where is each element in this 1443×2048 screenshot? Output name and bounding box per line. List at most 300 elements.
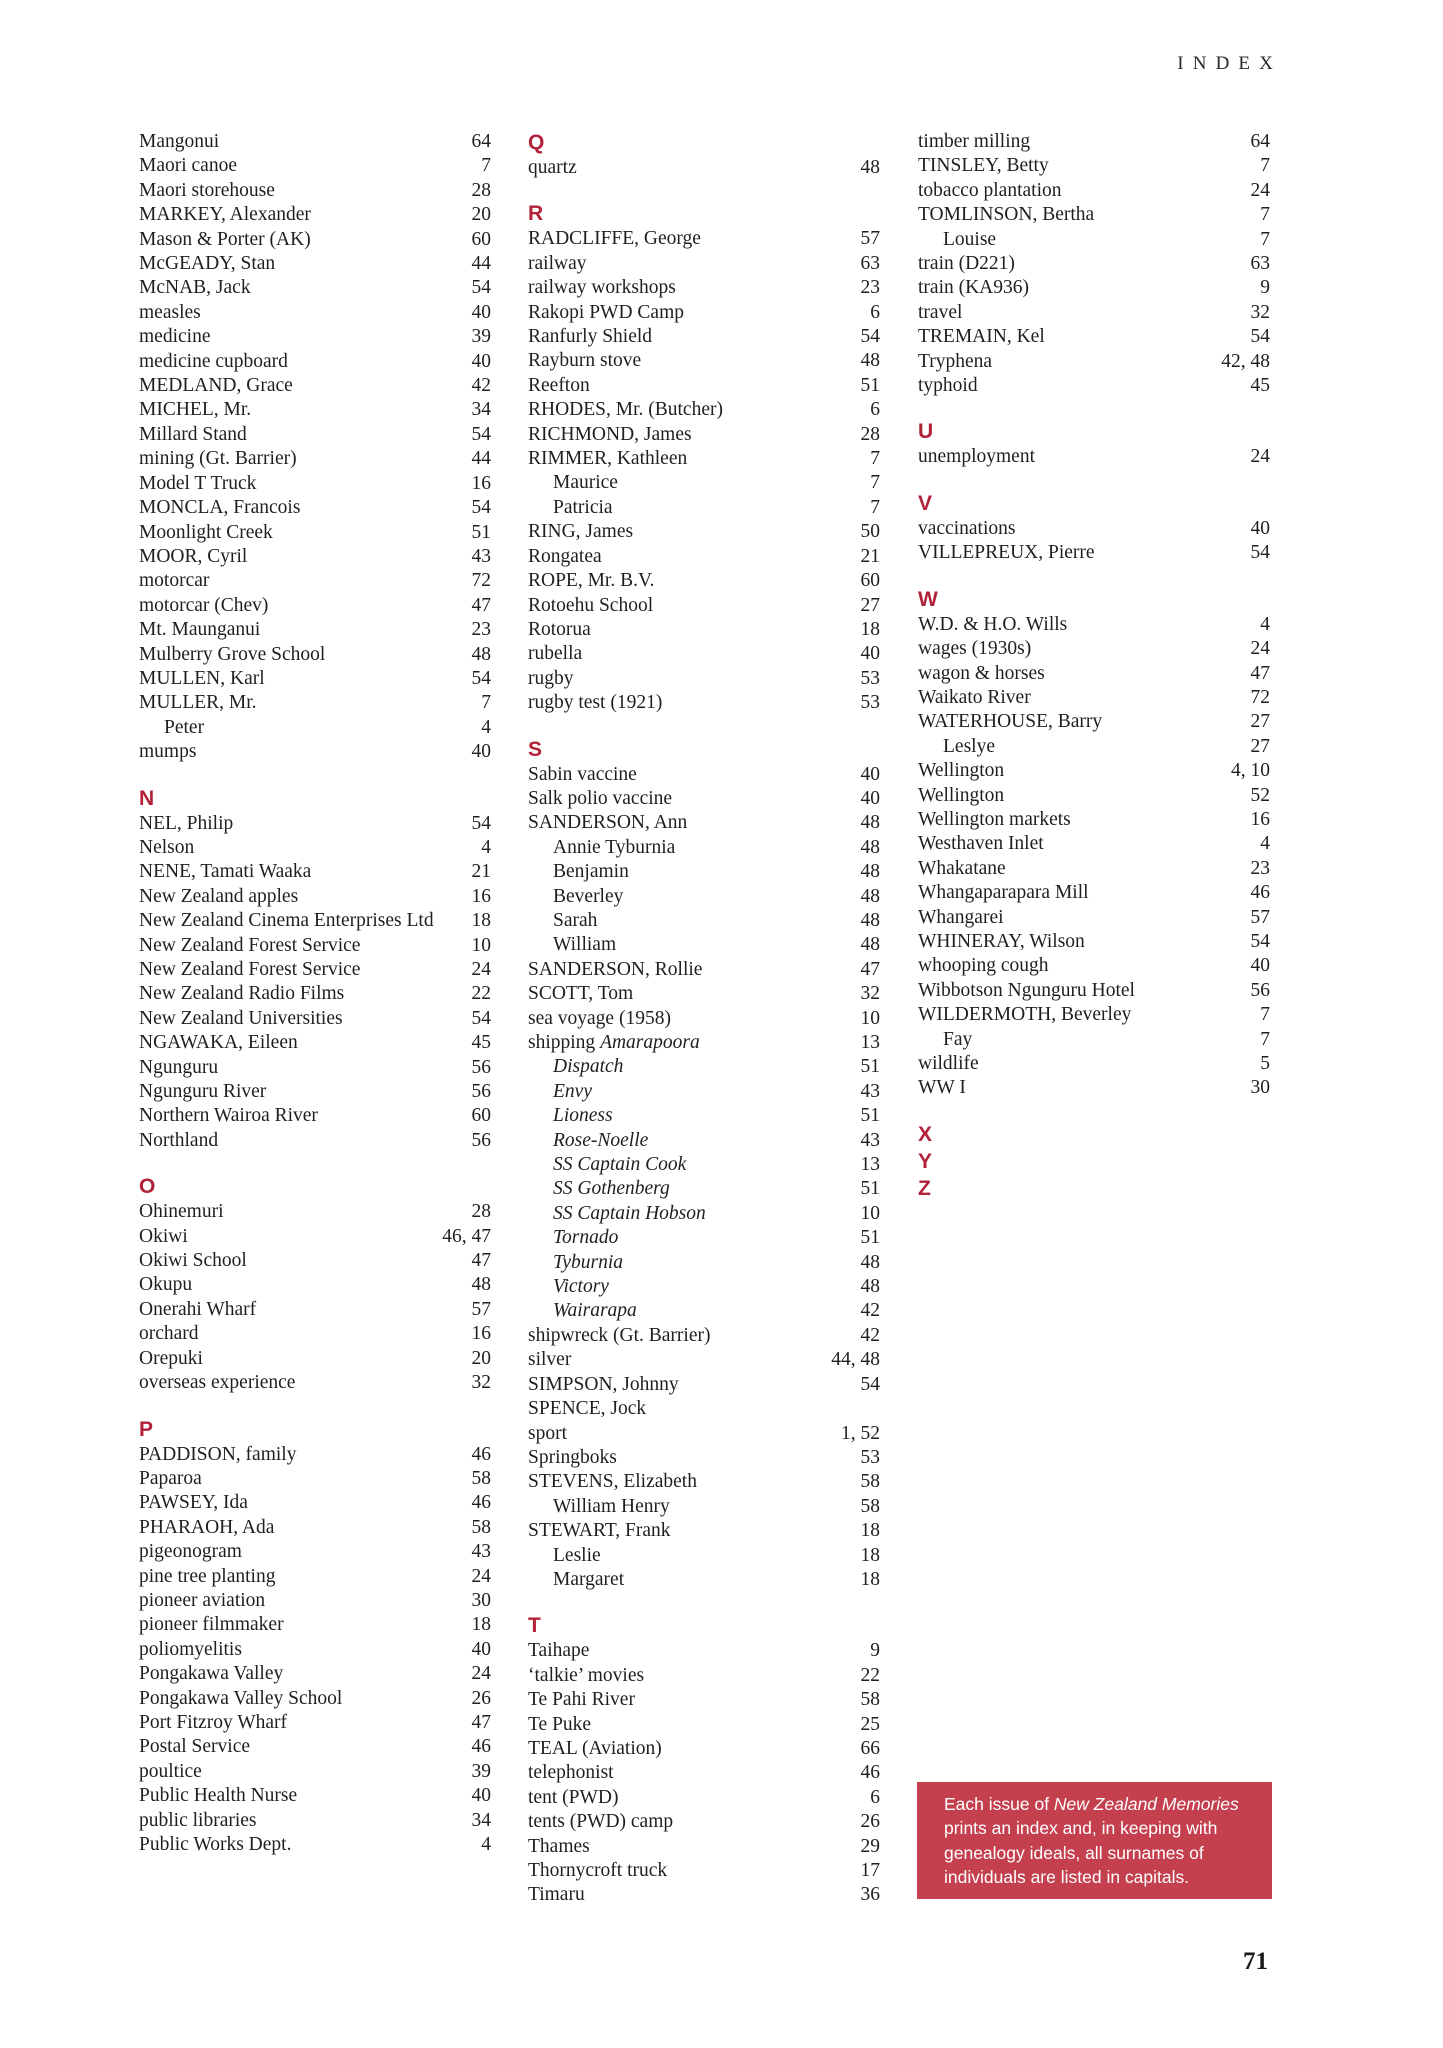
index-entry xyxy=(528,1761,880,1785)
entry-term: telephonist xyxy=(528,1762,614,1784)
entry-term: rugby xyxy=(528,667,574,689)
index-entry xyxy=(528,276,880,300)
index-entry xyxy=(918,979,1270,1003)
entry-page: 5 xyxy=(1260,1053,1270,1074)
index-entry xyxy=(918,808,1270,832)
entry-term: Northland xyxy=(139,1129,219,1151)
index-entry xyxy=(139,1273,491,1297)
entry-term: public libraries xyxy=(139,1809,257,1831)
entry-term: tents (PWD) camp xyxy=(528,1811,674,1833)
index-entry xyxy=(528,227,880,251)
entry-term: Envy xyxy=(553,1080,592,1102)
index-entry xyxy=(528,1737,880,1761)
index-entry xyxy=(918,154,1270,178)
entry-page: 51 xyxy=(860,374,880,396)
entry-term: motorcar (Chev) xyxy=(139,594,269,616)
entry-term: NEL, Philip xyxy=(139,812,234,834)
index-entry xyxy=(918,325,1270,349)
entry-page: 48 xyxy=(860,1276,880,1298)
entry-term: tobacco plantation xyxy=(918,179,1062,201)
index-entry xyxy=(918,228,1270,252)
entry-page: 18 xyxy=(471,910,491,932)
index-entry xyxy=(918,637,1270,661)
index-entry xyxy=(528,1324,880,1348)
section-letter-x: X xyxy=(918,1122,933,1146)
index-entry xyxy=(139,618,491,642)
entry-page: 58 xyxy=(471,1467,491,1489)
index-entry xyxy=(528,496,880,520)
index-entry xyxy=(528,1080,880,1104)
entry-term: Ngunguru xyxy=(139,1056,219,1078)
entry-term: rubella xyxy=(528,643,583,665)
entry-page: 6 xyxy=(870,1786,880,1808)
section-letter-p: P xyxy=(139,1417,154,1441)
section-letter-u: U xyxy=(918,420,934,444)
index-entry xyxy=(139,179,491,203)
index-section-w xyxy=(918,587,1270,1101)
entry-term: medicine xyxy=(139,326,211,348)
index-entry xyxy=(139,1687,491,1711)
entry-page: 4 xyxy=(481,1834,491,1855)
entry-term: motorcar xyxy=(139,570,210,592)
entry-page: 54 xyxy=(471,497,491,519)
note-box xyxy=(917,1782,1272,1899)
entry-page: 7 xyxy=(1260,1004,1270,1026)
entry-term: WILDERMOTH, Beverley xyxy=(918,1004,1132,1026)
entry-term: medicine cupboard xyxy=(139,350,288,372)
entry-page: 32 xyxy=(471,1372,491,1394)
entry-term: Rose-Noelle xyxy=(553,1129,649,1151)
index-entry xyxy=(918,954,1270,978)
entry-page: 23 xyxy=(1250,857,1270,879)
entry-term: Public Health Nurse xyxy=(139,1785,298,1807)
entry-term: Beverley xyxy=(553,885,624,907)
index-entry xyxy=(528,398,880,422)
entry-page: 21 xyxy=(471,861,491,883)
entry-term: Millard Stand xyxy=(139,423,247,445)
index-entry xyxy=(139,1662,491,1686)
index-entry xyxy=(139,667,491,691)
entry-term: William xyxy=(553,934,617,956)
index-entry xyxy=(139,1129,491,1153)
index-entry xyxy=(139,1833,491,1857)
index-entry xyxy=(918,301,1270,325)
entry-term: Orepuki xyxy=(139,1347,203,1369)
index-entry xyxy=(528,1055,880,1079)
entry-term: whooping cough xyxy=(918,955,1049,977)
entry-term: Wellington markets xyxy=(918,808,1071,830)
index-entry xyxy=(139,447,491,471)
index-entry xyxy=(918,203,1270,227)
index-entry xyxy=(528,933,880,957)
entry-term: TOMLINSON, Bertha xyxy=(918,204,1095,226)
entry-page: 48 xyxy=(860,836,880,858)
index-entry xyxy=(918,832,1270,856)
entry-term: train (D221) xyxy=(918,253,1015,275)
entry-page: 58 xyxy=(860,1689,880,1711)
index-entry xyxy=(139,1760,491,1784)
entry-term: Mt. Maunganui xyxy=(139,619,261,641)
entry-page: 42, 48 xyxy=(1221,350,1270,372)
entry-term: Rayburn stove xyxy=(528,350,642,372)
index-entry xyxy=(139,252,491,276)
entry-page: 18 xyxy=(860,1520,880,1542)
entry-term: WATERHOUSE, Barry xyxy=(918,711,1103,733)
entry-term: RICHMOND, James xyxy=(528,423,692,445)
entry-term: MULLEN, Karl xyxy=(139,667,265,689)
entry-term: Wellington xyxy=(918,784,1005,806)
entry-term: Okiwi xyxy=(139,1225,188,1247)
entry-page: 7 xyxy=(870,448,880,470)
index-entry xyxy=(139,1200,491,1224)
entry-term: McGEADY, Stan xyxy=(139,253,276,275)
entry-page: 6 xyxy=(870,399,880,421)
note-text-part: New Zealand Memories xyxy=(1053,1794,1239,1814)
entry-term: TEAL (Aviation) xyxy=(528,1737,662,1759)
index-entry xyxy=(139,1298,491,1322)
entry-page: 54 xyxy=(471,812,491,834)
entry-page: 54 xyxy=(471,277,491,299)
index-entry xyxy=(918,517,1270,541)
entry-page: 27 xyxy=(860,594,880,616)
entry-page: 34 xyxy=(471,399,491,421)
index-entry xyxy=(918,374,1270,398)
index-entry xyxy=(139,934,491,958)
index-section-continued xyxy=(918,130,1270,398)
entry-term: Public Works Dept. xyxy=(139,1834,292,1855)
index-entry xyxy=(139,1249,491,1273)
index-entry xyxy=(139,423,491,447)
index-entry xyxy=(528,1397,880,1421)
entry-term: train (KA936) xyxy=(918,277,1030,299)
entry-page: 28 xyxy=(471,179,491,201)
entry-term: NGAWAKA, Eileen xyxy=(139,1032,298,1054)
entry-page: 47 xyxy=(860,958,880,980)
entry-term: Okiwi School xyxy=(139,1250,247,1272)
entry-term: silver xyxy=(528,1349,572,1371)
entry-term: sea voyage (1958) xyxy=(528,1007,671,1029)
entry-page: 51 xyxy=(471,521,491,543)
index-entry xyxy=(528,447,880,471)
entry-page: 43 xyxy=(860,1129,880,1151)
entry-term: Wibbotson Ngunguru Hotel xyxy=(918,979,1135,1001)
entry-page: 7 xyxy=(1260,204,1270,226)
index-entry xyxy=(528,958,880,982)
index-section-x xyxy=(918,1122,1270,1148)
index-entry xyxy=(139,1031,491,1055)
entry-term: Pongakawa Valley School xyxy=(139,1687,343,1709)
entry-term: pioneer aviation xyxy=(139,1589,266,1611)
section-letter-n: N xyxy=(139,786,155,810)
index-entry xyxy=(528,1810,880,1834)
entry-page: 47 xyxy=(471,1250,491,1272)
entry-term: New Zealand Forest Service xyxy=(139,934,361,956)
index-entry xyxy=(139,958,491,982)
entry-term: Timaru xyxy=(528,1884,585,1906)
entry-term: Wellington xyxy=(918,760,1005,782)
note-text-part: individuals are listed in capitals. xyxy=(944,1866,1190,1887)
entry-page: 57 xyxy=(471,1298,491,1320)
section-letter-r: R xyxy=(528,202,544,226)
index-section-s xyxy=(528,737,880,1593)
entry-term: Sarah xyxy=(553,909,598,931)
entry-term: Tornado xyxy=(553,1227,619,1249)
entry-term: Lioness xyxy=(553,1105,613,1127)
entry-page: 48 xyxy=(860,885,880,907)
entry-page: 54 xyxy=(860,326,880,348)
entry-page: 28 xyxy=(471,1201,491,1223)
entry-page: 64 xyxy=(1250,131,1270,152)
entry-term: railway xyxy=(528,252,587,274)
index-entry xyxy=(528,642,880,666)
entry-term: shipwreck (Gt. Barrier) xyxy=(528,1324,711,1346)
index-entry xyxy=(918,881,1270,905)
entry-page: 54 xyxy=(1250,542,1270,564)
index-entry xyxy=(528,1422,880,1446)
index-entry xyxy=(139,301,491,325)
entry-page: 18 xyxy=(860,618,880,640)
entry-page: 47 xyxy=(1250,662,1270,684)
index-entry xyxy=(528,1883,880,1907)
entry-page: 25 xyxy=(860,1713,880,1735)
index-entry xyxy=(139,1056,491,1080)
entry-term: wildlife xyxy=(918,1053,979,1074)
entry-page: 48 xyxy=(471,1274,491,1296)
entry-term: Louise xyxy=(943,228,997,250)
entry-page: 7 xyxy=(870,472,880,494)
index-entry xyxy=(139,836,491,860)
entry-term: PADDISON, family xyxy=(139,1443,297,1465)
entry-term: vaccinations xyxy=(918,517,1016,539)
section-letter-v: V xyxy=(918,491,933,515)
entry-page: 46, 47 xyxy=(442,1225,491,1247)
entry-page: 50 xyxy=(860,521,880,543)
entry-page: 40 xyxy=(860,787,880,809)
entry-page: 48 xyxy=(860,350,880,372)
index-section-continued xyxy=(139,130,491,765)
index-section-y xyxy=(918,1149,1270,1175)
entry-term: Pongakawa Valley xyxy=(139,1663,284,1685)
index-column-1 xyxy=(139,130,491,1857)
entry-term: RADCLIFFE, George xyxy=(528,228,701,250)
entry-page: 32 xyxy=(860,983,880,1005)
index-entry xyxy=(528,471,880,495)
entry-term: Peter xyxy=(164,716,205,738)
index-entry xyxy=(139,1467,491,1491)
entry-term: mumps xyxy=(139,741,197,763)
entry-page: 51 xyxy=(860,1105,880,1127)
index-entry xyxy=(139,1080,491,1104)
entry-term: Victory xyxy=(553,1276,609,1298)
entry-term: Whangaparapara Mill xyxy=(918,882,1089,904)
index-entry xyxy=(528,811,880,835)
entry-page: 30 xyxy=(1250,1077,1270,1099)
entry-term: Benjamin xyxy=(553,861,629,883)
entry-term: STEVENS, Elizabeth xyxy=(528,1471,697,1493)
index-section-q xyxy=(528,130,880,180)
index-entry xyxy=(139,569,491,593)
entry-page: 40 xyxy=(471,301,491,323)
entry-page: 7 xyxy=(481,155,491,177)
section-letter-o: O xyxy=(139,1175,156,1199)
entry-term: Ohinemuri xyxy=(139,1201,224,1223)
entry-page: 56 xyxy=(471,1129,491,1151)
entry-term: MARKEY, Alexander xyxy=(139,204,311,226)
entry-page: 26 xyxy=(471,1687,491,1709)
index-entry xyxy=(139,398,491,422)
entry-page: 43 xyxy=(471,545,491,567)
entry-page: 60 xyxy=(471,1105,491,1127)
index-section-v xyxy=(918,491,1270,566)
entry-term: MOOR, Cyril xyxy=(139,545,248,567)
entry-page: 48 xyxy=(471,643,491,665)
entry-page: 58 xyxy=(471,1516,491,1538)
entry-term: ‘talkie’ movies xyxy=(528,1664,645,1686)
entry-page: 21 xyxy=(860,545,880,567)
entry-term: orchard xyxy=(139,1323,199,1345)
index-entry xyxy=(528,594,880,618)
index-entry xyxy=(139,594,491,618)
index-entry xyxy=(528,691,880,715)
entry-term: New Zealand Universities xyxy=(139,1007,343,1029)
entry-page: 56 xyxy=(1250,979,1270,1001)
entry-term: SS Captain Cook xyxy=(553,1154,687,1176)
entry-term: overseas experience xyxy=(139,1372,296,1394)
entry-page: 24 xyxy=(471,1663,491,1685)
entry-page: 22 xyxy=(471,983,491,1005)
entry-term: New Zealand apples xyxy=(139,885,299,907)
section-letter-y: Y xyxy=(918,1149,933,1173)
entry-page: 54 xyxy=(471,1007,491,1029)
index-entry xyxy=(528,1129,880,1153)
entry-term: Tryphena xyxy=(918,350,993,372)
index-section-p xyxy=(139,1417,491,1858)
index-entry xyxy=(528,909,880,933)
entry-page: 10 xyxy=(860,1202,880,1224)
index-entry xyxy=(528,667,880,691)
index-entry xyxy=(139,1371,491,1395)
index-entry xyxy=(528,836,880,860)
entry-page: 9 xyxy=(870,1640,880,1662)
index-column-3 xyxy=(918,130,1270,1202)
entry-page: 24 xyxy=(471,1565,491,1587)
entry-term: Postal Service xyxy=(139,1736,251,1758)
index-entry xyxy=(139,885,491,909)
index-entry xyxy=(528,252,880,276)
index-entry xyxy=(139,1516,491,1540)
index-entry xyxy=(918,906,1270,930)
index-entry xyxy=(528,1202,880,1226)
index-entry xyxy=(528,1568,880,1592)
entry-page: 30 xyxy=(471,1589,491,1611)
index-entry xyxy=(918,613,1270,637)
entry-page: 24 xyxy=(471,959,491,980)
entry-term: Moonlight Creek xyxy=(139,521,273,543)
entry-term: Onerahi Wharf xyxy=(139,1298,257,1320)
entry-page: 22 xyxy=(860,1664,880,1686)
entry-page: 44, 48 xyxy=(831,1349,880,1371)
index-entry xyxy=(528,423,880,447)
entry-term: Ranfurly Shield xyxy=(528,326,653,348)
index-section-o xyxy=(139,1174,491,1395)
entry-term: Okupu xyxy=(139,1274,193,1296)
entry-term: Model T Truck xyxy=(139,472,257,494)
entry-term: VILLEPREUX, Pierre xyxy=(918,542,1095,564)
entry-page: 16 xyxy=(1250,808,1270,830)
entry-term: Nelson xyxy=(139,836,195,858)
index-entry xyxy=(139,982,491,1006)
index-entry xyxy=(528,1470,880,1494)
entry-page: 60 xyxy=(860,570,880,592)
entry-page: 4 xyxy=(481,716,491,738)
index-entry xyxy=(139,716,491,740)
index-entry xyxy=(139,1347,491,1371)
index-section-n xyxy=(139,786,491,1154)
entry-page: 34 xyxy=(471,1809,491,1831)
index-entry xyxy=(528,520,880,544)
entry-term: Patricia xyxy=(553,496,613,518)
entry-term: rugby test (1921) xyxy=(528,692,663,714)
entry-page: 24 xyxy=(1250,179,1270,201)
index-entry xyxy=(528,982,880,1006)
entry-term: RIMMER, Kathleen xyxy=(528,448,688,470)
entry-page: 39 xyxy=(471,1760,491,1782)
entry-term: MICHEL, Mr. xyxy=(139,399,252,421)
entry-page: 4, 10 xyxy=(1231,760,1270,782)
entry-page: 40 xyxy=(1250,955,1270,977)
index-entry xyxy=(918,350,1270,374)
entry-page: 13 xyxy=(860,1154,880,1176)
index-entry xyxy=(139,1809,491,1833)
index-entry xyxy=(139,154,491,178)
entry-page: 60 xyxy=(471,228,491,250)
entry-term: Rotoehu School xyxy=(528,594,654,616)
entry-term: PAWSEY, Ida xyxy=(139,1492,248,1514)
index-entry xyxy=(918,662,1270,686)
index-entry xyxy=(528,787,880,811)
index-entry xyxy=(528,1859,880,1883)
index-entry xyxy=(139,496,491,520)
entry-page: 54 xyxy=(1250,930,1270,952)
entry-term: Rakopi PWD Camp xyxy=(528,301,684,323)
entry-term: Margaret xyxy=(553,1568,625,1590)
entry-term: Mulberry Grove School xyxy=(139,643,326,665)
index-entry xyxy=(139,909,491,933)
entry-page: 54 xyxy=(1250,326,1270,348)
entry-term: NENE, Tamati Waaka xyxy=(139,861,312,883)
entry-term: Paparoa xyxy=(139,1467,202,1489)
entry-page: 44 xyxy=(471,253,491,275)
entry-page: 52 xyxy=(1250,784,1270,806)
entry-term: WW I xyxy=(918,1077,966,1099)
entry-page: 53 xyxy=(860,1446,880,1468)
index-entry xyxy=(528,569,880,593)
entry-term: New Zealand Radio Films xyxy=(139,983,345,1005)
index-entry xyxy=(139,228,491,252)
index-entry xyxy=(139,1711,491,1735)
entry-term: MONCLA, Francois xyxy=(139,497,301,519)
entry-page: 20 xyxy=(471,1347,491,1369)
entry-term: Fay xyxy=(943,1028,973,1050)
note-text-part: prints an index and, in keeping with xyxy=(944,1818,1218,1839)
entry-term: Leslye xyxy=(943,735,995,757)
index-entry xyxy=(918,445,1270,469)
entry-page: 54 xyxy=(860,1373,880,1395)
entry-term: Thornycroft truck xyxy=(528,1860,668,1881)
index-entry xyxy=(918,759,1270,783)
entry-term: measles xyxy=(139,301,201,323)
entry-term: Maurice xyxy=(553,472,618,494)
